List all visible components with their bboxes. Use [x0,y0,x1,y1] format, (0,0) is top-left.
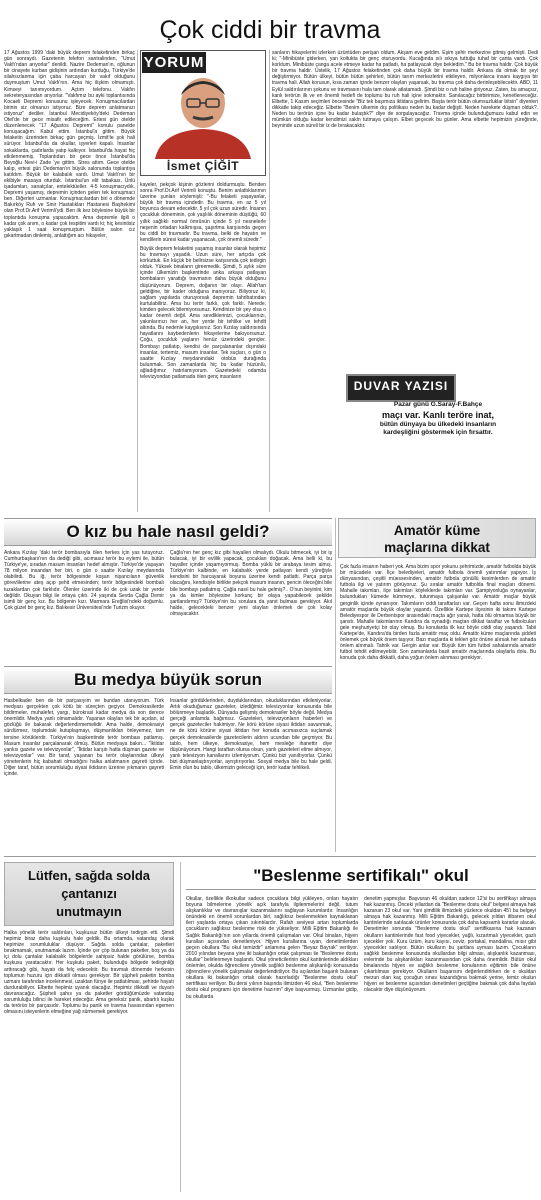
section-title-amator [338,518,536,558]
main-article-column-3: sanların hikayelerini izlerken üzüntüden perişan oldum. Akşam eve geldim. Eşim şehir merkezine gitmiş gelmişti. Dedi ki; "-Minibüste giderken, yan koltukta bir genç oturuyordu. Kucağında sılı sıkıya tuttuğu tuhaf bir çanta vardı. Çok korktum. Minibüste çanga acele etmeye kadar ha patladı, ha patlayacak diye bekledim." Bu bir travma haldir. Çok büyük bir travma haldir. Üstelik, 17 Ağustos felaketinden çok daha büyük bir travma haldir. Ankara da olmak bir şeyi değiştirmiyor. Bütün ülkeyi, bütün bütün şehirleri, bütün tarım merkezlerini etkileyen, milyonlarca insanı kaygıya bir travma hali. Allah korusun, kısa zaman içinde benzer olayları yaşarsak, bu travma çok daha derinleşebilecektir. ABD, 11 Eylül saldırılarının şokunu ve travmasını hala tam olarak atlatamadı. Şimdi biz o ruh haline giriyoruz. Zaten, bu amaçsız, kanlı terörün ilk ve en önemli hedefi de toplumu bu ruh hali içine sokmaktır. Sanılacağız birbirimize, kenetleneceğiz. Elbette, 1 Kasım seçimleri öncesinde "Biz tek başımıza iktidara gelirim. Başta terör bütün olumsuzluklar bitsin" diyenleri dikkatle takip edeceğiz. Elbette "Benim ülkemin dış politikası neden bu kadar değişti. Neden harekete düşman olduk?. Neden bu terörün içine bu kadar bulaştık?" diye de sorgulayacağız. Travma içinde bulunduğumuzu kabul edin ve mümkün olduğu kadar kendimizi sakin tutmaya çalışın. Elbet geçecek bu günler. Ama elbette hepimizin yüreğinde, beyninde uzun süreli bir iz de bırakacaktır. [272,50,538,130]
section-title-medya: Bu medya büyük sorun [74,670,262,689]
author-photo [141,73,265,159]
section-title-kiz: O kız bu hale nasıl geldi? [66,522,270,541]
section-medya-column-2: İnsanlar gördüklerinden, duyduklarından, okuduklarından etkileniyorlar. Artık okuduğumuz gazeteler, izlediğimiz televizyonlar konusunda bile bölünmeye başladık. Dünyada gelişmiş demokrasiler böyle değil. Medya gerçeği anlamda bağımsız. Gazeteleri, televizyonların haberleri ve gerçek gazeteciler hakimiyor. Ne körü körüne siyasi iktidarı savunmak, ne de körü körüne siyasi iktidarı her konuda acımasızca suçlamak gerçek demokrasilerde gazetecilerin aldırın ucundan bile geçmiyor. Bu tablo, hem ülkeye, demokrasiye, hem mesleğe ihanettir diye düşünüyorum. Hangi taraftan olursa olsun, yanlı gazeteleri elime almıyor, yanlı televizyon kanallarını izlemiyorum. Çünkü bizi yanıltıyorlar. Çünkü bizi düşmanlaştırıyorlar, ayrıştırıyorlar. Sosyal medya bile bu hale geldi. Emin olun bu tablo, ülkemizin geleceği için, terör kadar tehlikeli. [170,698,332,772]
section-kiz-column-2: Çağla'nın her genç kız gibi hayalleri olmalıydı. Okulu bitmecek, iyi bir iş bulacak, iyi bir evlilik yapacak, çocukları doğacak. Ama belli ki, bu hayaller içinde yaşamıyormuş. Bomba yüklü bir arabaya tesim almış. Türkiye'nin kalbinde, en kalabalık yerde patlayan kendi yüreğiyle kendisini bir harcayarak boyuna üzerine kendi patlattı. Parça parça olacağını, kendisiyle birlikte pekçok masum insanın, gencin öleceğini bile bile bombayı patlatmış. Çağla nasıl bu hale gelmiş?.. O'nun beyinini, kim ya da kimler böylesine korkunç bir olaya yapabilecek şekilde şartlandırmış? Türkiye'nin bu sorulara da yanıt bulması gerekiyor. Akıl halde, gelecekteki benzer yeni olayları önlemek de çok kolay olmayacaktır. [170,550,332,617]
section-banner-kiz [4,518,332,546]
column-rule [269,50,270,512]
section-kiz-column-1: Ankara Kızılay 'daki terör bombasıyla ölen herkes için yas tutuyoruz. Cumhurbaşkanı'nın da dediği gibi, acımasız terör bu eylemi ile, bütün Türkiye'ye, sıradan masum insanları hedef almıştır. Türkiye'de yaşayan 78 milyon insandan her biri, o gün o saatte Kızılay meydanında olabilirdi. Bu iğ, terör bölgesinde koşan nişancıların güvenlik görevlilerine ateş açıp şehit etmesinden; terör bölgesindeki bombalı tuzaklardan çok farklıdır. Ölenler üzerinde iki de çok uzak bir yerde değildir. Okuyan bilgi ile ortaya çıktı. 24 yaşında Sevda Çağla Demir isimli bir genç kız. Bu bölgenin kızı. Marmara Ereğlisi'ndeki doğumlu. Çok güzel bir genç kız. Balıkesir Üniversitesi'nde Turizm okuyor. [4,550,164,611]
column-rule [137,50,138,512]
column-rule [335,518,336,852]
duvar-yazisi-title: DUVAR YAZISI [346,374,456,402]
section-beslenme-column-1: Okullar, özellikle ilkokullar sadece çocuklara bilgi yükleyen, onları hayatın boyuna bilmelerine yönelik açık tarafıyla ilgilenmelerini değil, tutum alışkanlıklar ve davranışlar kazanmalarını sağlayan kurumlardır. İnsanlığın önündeki en önemli sorunlardan biri, sağlıksız beslenmekten kaynaklanan ileri yaşlarda ortaya çıkan sıkıntılardır. Rafah seviyesi artan toplumlarda çocukların sağlıksız beslenme riski de yükseliyor. Milli Eğitim Bakanlığı ile Sağlık Bakanlığı'nın son yıllarda önemli çalışmaları var. Okul binaları, hijyen kuralları açısından denetleniyor. Hijyen kurallarına uyan, denetimlerden geçen okullara "Bu okul temizdir" anlamına gelen "Beyaz Bayrak" veriliyor. 2010 yılından beyana yine iki bakanlığın ortak çalışması ile "Beslenme dostu okullar" belirlenmeye başlandı. Okul yöneticilerinin okul kantinlerinde aldıkları önlemler, okulda öğrencilere yönelik sağlıklı beslenme alışkanlığı konusunda öğrencilere yönelik çalışmalar değerlendiriliyor. Bu açılardan başarılı bulunan okullara iki bakanlığın ortak olarak hazırladığı "Beslenme dostu okul" sertifikası veriliyor. Bu dersi yılının başında ilimizden 46 okul, "Ben beslenme dostu okul programı için denetime hazırım" diye başvurmuş. Uzmanlar gidip, bu okullarda [186,896,358,1000]
section-title-beslenme: "Beslenme sertifikalı" okul [186,862,536,890]
section-amator-text: Çok fazla insanın haberi yok. Ama bizim spor yokunu şehrimizde, amatör futbolda büyük bir mücadele var. İlçe belediyeleri, amatör futbola önemli yatırımlar yapıyor. İş dünyasından, çeşitli müessesinden, amatör futbola gönüllü kesimlerden de amatör futbola ilgi ve yatırım görüyoruz. Şu sıralar amatör futbolda final maçları dönemi. Mahalle takımları, ilçe takımları köyleklerde takımları var. Şampiyonluğa oynayanlar, bulundukları kümede kümmeye, tutunmaya çalışanlar var. Amatör maçlar büyük gerginlik içinde oynanıyor. Takımların ciddi taraftarları var. Geçen hafta sonu ilimizdeki amatör maçlarda büyük olaylar yaşandı. Özellikle Kartepe ilçesinin iki takımı Kartepe Belediyespor ile Derbentspor arasındaki maçta ağır yaralı, hatta ölü olmamsa büyük bir şanstı. Mahalle takımlarının Kandıra da oynadığı maçtan dikkat taraftar ve futbolcuları gele meşhuriyetçi bir olay olmuş. Bu konularda ilk kez böyle ciddi olay yaşandı. Tabii Kartepe'de, Kandıra'da birden fazla amatör maç oldu. Amatör küme maçlarında şiddeti önlemek çok büyük önem taşıyor. Bazı maçlarda ki tekleri göz önüne alırsak her sahada önlem alınmalı. Tahrik var. Gergin anlar var. Büyük tüm tüm futbol sahalarında amatör futbol tehdit edilmeyebilir. Son zamanlarda basit amatör maçlarında olaylarla dolu. Bu konuda çok daha dikkatli, daha yoğun önlem alınması gerekiyor. [340,564,536,662]
section-beslenme-column-2: denetim yapmışlar. Başvuran 46 okuldan sadece 12'si bu sertifikayı almaya hak kazanmış. Önceki yıllardan da "Beslenme dostu okul" belgesi almaya hak kazanan 23 okul var. Yani şimdilik ilimizdeki yüzlerce okuldan 45'i bu belgeyi almaya hak kazanmış. Milli Eğitim Bakanlığı, gelecek yıldan itibaren okul kantinlerinde satılacak ürünler konusunda çok daha kapsamlı kararlar alacak. Denetimler sonunda "Beslenme dostu okul" sertifikasına hak kazanan okulların kantinlerinde fast food yiyecekler, yağlı, kızartmalı yiyecekler, gazlı içecekler yok. Kuru üzüm, kuru kayısı, ceviz, portakal, mandalina, mısır gibi yiyecekler satılıyor. Bütün okulların bu şartlara uyması lazım. Çocukların sağlıklı beslenme konusunda okullardan bilgi alması, alışkanlık kazanması, evlerinde bu alışkanlıkları kazanmasından çok daha önemlidir. Bütün okul binalarında hijyen ve sağlıklı beslenme konularının eğitimin bile önüne çıkartılması gerekiyor. Okulların başarısını değerlendirirken de o okuldan mezun olan kaç çocuğun sınav kazandığına bakmak yerine, temiz okulun hijyen ve beslenme açısından denetimleri geçtiğine bakmak çok daha faydalı olacaktır diye düşünüyorum. [364,896,536,994]
main-article-title: Çok ciddi bir travma [159,16,381,44]
duvar-yazisi-box [340,374,536,436]
duvar-line-1: Pazar günü G.Saray-F.Bahçe [393,401,483,408]
section-title-lutfen [4,862,174,926]
main-article-column-2: Büyük deprem felaketini yaşamış insanlar olarak hepimiz bu travmayı yaşadık. Uzun süre, her artçıda çok korkuttuk. En küçük bir belirsizse karşısında çok tedirgin olduk. Yüksek binaların gireemedik. Şimdi, 5 aylık süre içinde ülkemizin başkentinde anka arkaya patlayan bombaların yarattığı travmanın daha büyük olduğunu düşünüyorum. Deprem, doğanın bir olayı. Allah'tan geldiğine, bir kader olduğuna inanıyoruz. Biliyoruz ki, sağlam yapılarda oturuyorsak depremin tahribatından kurtulabiliriz. Ama bu terör farklı, çok farklı. Nerede, kimden gelecek bilemiyorsunuz. Kendinize bir şey olsa o kadar önemli değil. Ama sevdiklerinizi, çocuklarınızı, yakınlarınızı her an, her yerde bir tehlike ve tehdit altında. Bu nedenle kaygılısınız. Son Kızılay saldırısında hayatlarını kaybedenlerin hikayelerine bakıyorsunuz. Çoğu, çocukluk yaşların henüz üzerindeki gençler. Bombayı patlatıp, kendisi de parçalananlar dışındaki insanlar, tertemiz, masum insanlar. Tek suçları, o gün o saatte Kızılay meydanındaki otobüs durağında bulunmak. Son zamanlarda hiç bu kadar hüzünlü, ağladığımız hatırlamıyorum. Gazetedeki odamda televizyondan patlamada ölen genç insanların [140,246,266,380]
duvar-line-2: maçı var. Kanlı teröre inat, [381,409,495,420]
author-portrait-box [140,50,266,176]
section-title-amator-line-1: Amatör küme [393,523,481,538]
column-rule [180,862,181,1192]
main-article-column-1: 17 Ağustos 1999 'daki büyük deprem felaketinden birkaç gün sonraydı. Gazetenin telefon santralinden, "Umut Vakfı'ndan arıyorlar" denildi. Nazire Dedeman'ın, oğlunun bir cinayete kurban gidişinin ardından kurduğu, Türkiye'de silahsızlanma için çaba harcayan bir vakıf olduğunu duymuştum Umut Vakfı'nın. Ama hiç ilişkim olmamıştı. Kimseyi tanımıyordum. Açtım telefonu. Vakfın sekreteryasından arıyorlar. "Vakfımız bu ayki toplantısında Kocaeli Depremi konusunu işleyecek. Konuşmacılardan birinin siz olmanızı istiyoruz. Bize deprem anlatmanızı istiyoruz" dediler. İstanbul Mecidiyeköy'deki Dedeman Otel'de bir gece misafir edileceğim. Ertesi gün otelde düzenlenecek "17 Ağustos Depremi" konulu panelde konuşacağım. Kabul ettim. İstanbul'a gittim. Büyük felaketin üzerinden birkaç gün geçmiş. İzmit'te şok hali sürüyor. İstanbul'da da okullar, işyerleri kapalı. İnsanlar sokaklarda, çadırlarda yatıp kalkıyor. İstanbul'da hayat hiç etkilenmemiş. Toplantıdan bir gece önce İstanbul'da Beyoğlu Nevi-i Zade 'ye gittim. Stres attım. Gece otelde kalıp, ertesi gün Dedeman'ın büyük salonunda toplantıya katıldım. Büyük bir kalabalık vardı. Umut Vakfı'nın bir ekibiyle masaya oturduk. İstanbul'un elit tabakası. Ünlü işadamları, sanatçılar, entelektüeller. 4-5 konuşmacıydık. Depremi yaşamış, depremin içinden gelen tek konuşmacı ben. Diğerleri uzmanlar. Konuşmacılardan biri o dönemde Bakırköy Ruh ve Sinir Hastalıkları Hastanesi Başhekimi olan Prof.Dr.Arif Verimli'ydi. Ben ilk kez böylesine büyük bir toplantıda konuşma yapacaktım. Ama depremle ilgili o kadar çok anım, o kadar çok tespitim vardı ki; hiç kesintisiz yaklaşık 1 saat konuşmuştum. Bütün salon cız gıkartmadan dinlemiş, anlattığım acı hikayeler, [4,50,135,239]
section-title-amator-line-2: maçlarına dikkat [384,540,490,555]
yorum-label: YORUM [142,52,206,74]
main-article-column-2-top: kayeler, pekçok kişinin gözlerini doldurmuştu. Benden sonra Prof.Dr.Arif Verimli konuştu. Benim anlattıklarımın üzerine şunları söylemişti: "-Bu felaketi yaşayanlar, büyük bir travma içindedir. Bu travma, en az 5 yıl boyunca devam edecektir. 5 yıl çok uzun süredir. İnsanın çocukluk döneminin, çok yaşlılık döneminin düştüğü, 60 yıllık sağlıklı normal ömrünün içinde 5 yıl nesnelerle neşenin ortadan kalkmışsa, şaşırtma karşısında geçen bu ciddi bir travmadır. Bu travma, belki de hayatın ve kendilerin süresi kadar yaşanacak, çok önemli süredir." [140,182,266,243]
author-name: İsmet ÇİĞİT [166,159,240,173]
section-medya-column-1: Hasbelkader ben de bir parçasıyım ve bundan utanıyorum. Türk medyası gerçekten çok kötü bir süreçten geçiyor. Demokrasilerde bildirmeler, muhalefet, yargı, bürokrasi kadar medya da son derece önemlidir. Medya yanlı olmamalıdır. Yaşanan olayları tek bir açıdan, at gözlüğü ile bakarak değerlendirmemelidir. Ama halde, demokrasiyi sürdürmez, toplumdaki kutuplaşmayı, düşmanlıkları önleyemez, tam tersine körüklerdir. Türkiye'nin başkentinde terör bombası patlamış. Masum insanlar parçalanarak ölmüş. Bütün medyaya bakın... "İktidar yanlısı gazete ve televizyonlar", "İktidar karşıtı hatta düşman gazete ve televizyonlar" var. Bir taraf, yaşanan bu terör olaylarından ülkeyi yönetenlerin hiç kabahati olmadığını halka anlatmanın gayreti içinde. Diğer taraf, bütün sorumluluğu siyasi iktidarın üzerine yıkmanın gayreti içinde. [4,698,164,778]
section-title-lutfen-line-3: unutmayın [56,904,122,919]
section-title-lutfen-line-2: çantanızı [61,886,117,901]
duvar-line-4: kardeşliğini göstermek için fırsattır. [383,429,493,436]
duvar-yazisi-text [340,401,536,438]
section-lutfen-text: Halka yönelik terör saldırıları, kuşkusuz bütün ülkeyi tedirgin etti. Şimdi hepimiz biraz daha kuşkulu hale geldik. Bu ortamda, vatandaş olarak hepimize sorumluluklar düşüyor. Sağda solda çantalar, paketleri bırakmamak, unutmamak lazım. İçinde çer çöp bulunan paketler, boş ya da içi dolu çantalar kalabalık bölgelerde sahipsiz halde görülürse, bomba kuşkusu yaratacaktır. Her kuşkulu paket, bulunduğu bölgede tedirginliği arttıracağı gibi, hayatı da felç edecektir. Bu travmalı dönemde herkesin toplumun huzuru için dikkatli olması gerekiyor. Bir şüpheli paketin bomba uzmanı tarafından incelenmesi, uzaktan fünye ile patlatılması, şehirde hayatı durdurabiliyor. Elbette hepimiz uyanık olacağız. Hepimiz dikkatli ve duyarlı davranacağız. Şüpheli şahıs ya da paketler gördüğümüzde vatandaş sorumluluğu bilinci ile hareket edeceğiz. Ama gereksiz panik, abartılı kuşku da terörün bir parçasıdır. Toplumu bu panik ve travma havasından egemen olmasını isteyenlerin elmeğine yağ sürmemek gerekiyor. [4,930,174,1016]
duvar-line-3: bütün dünyaya bu ülkedeki insanların [379,420,497,428]
section-banner-medya [4,666,332,694]
section-divider [4,856,536,857]
section-title-lutfen-line-1: Lütfen, sağda solda [27,868,151,883]
